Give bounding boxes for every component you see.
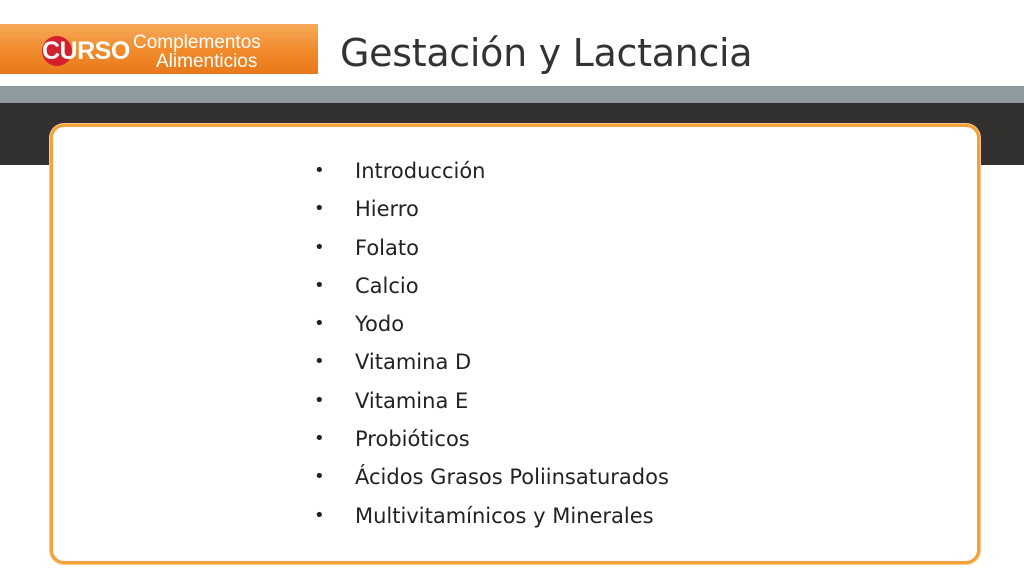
bullet-icon: • <box>314 198 325 220</box>
list-item-label: Folato <box>355 235 419 260</box>
bullet-icon: • <box>314 466 325 488</box>
list-item-label: Yodo <box>355 312 405 337</box>
bullet-icon: • <box>314 274 325 296</box>
topic-list <box>314 150 669 533</box>
list-item-label: Ácidos Grasos Poliinsaturados <box>355 465 669 490</box>
list-item-label: Probióticos <box>355 427 470 452</box>
list-item-label: Vitamina D <box>355 350 472 375</box>
list-item-label: Vitamina E <box>355 388 469 413</box>
list-item-label: Hierro <box>355 197 419 222</box>
list-item <box>314 456 669 494</box>
bullet-icon: • <box>314 160 325 181</box>
list-item <box>314 188 669 226</box>
list-item <box>314 150 669 188</box>
bullet-icon: • <box>314 389 325 411</box>
list-item-label: Multivitamínicos y Minerales <box>355 503 654 528</box>
bullet-icon: • <box>314 351 325 373</box>
bullet-icon: • <box>314 504 325 526</box>
slide-title: Gestación y Lactancia <box>340 31 753 75</box>
bullet-icon: • <box>314 236 325 258</box>
bullet-icon: • <box>314 428 325 450</box>
logo-line-1: Complementos <box>133 32 261 53</box>
list-item-label: Calcio <box>355 273 419 298</box>
list-item <box>314 495 669 533</box>
list-item <box>314 303 669 341</box>
logo-curso <box>42 36 130 66</box>
bullet-icon: • <box>314 313 325 335</box>
header-band-gray <box>0 86 1024 103</box>
logo-line-2: Alimenticios <box>156 51 258 72</box>
list-item <box>314 341 669 379</box>
list-item <box>314 227 669 265</box>
logo-curso-text: CURSO <box>42 37 130 65</box>
list-item <box>314 380 669 418</box>
list-item <box>314 265 669 303</box>
list-item <box>314 418 669 456</box>
list-item-label: Introducción <box>355 159 486 183</box>
